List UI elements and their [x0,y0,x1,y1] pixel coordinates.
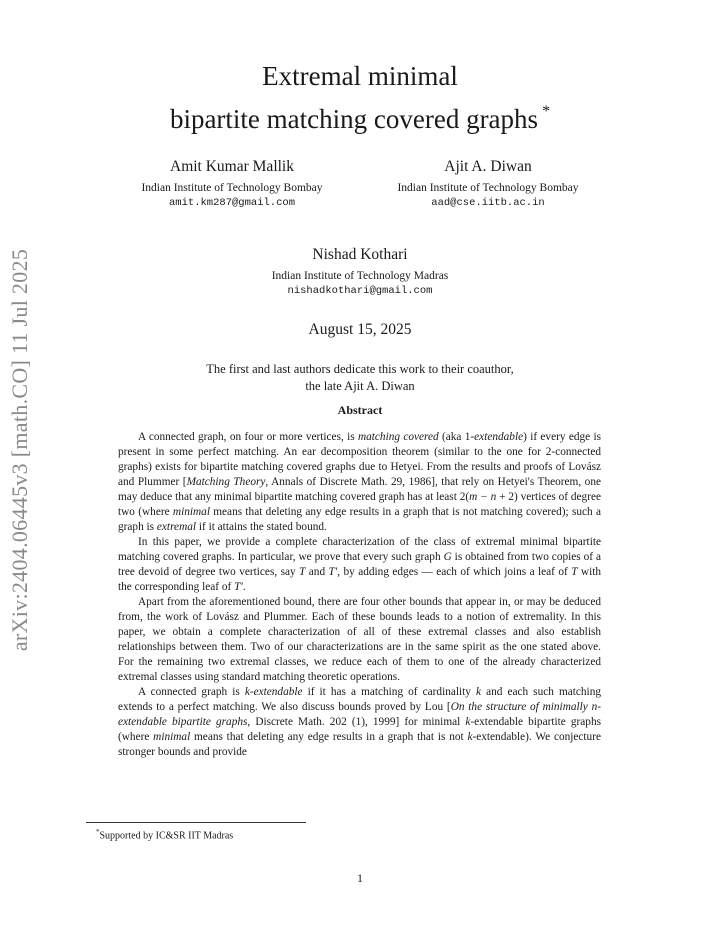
author-institution: Indian Institute of Technology Bombay [397,182,579,194]
arxiv-id: arXiv:2404.06445v3 [math.CO] 11 Jul 2025 [7,248,33,652]
abstract-paragraph-3: Apart from the aforementioned bound, there are four other bounds that appear in, or may be deduced from, the work of Lovász and Plummer. Each of these bounds leads to a notion of extremality. In this paper, we obtain a complete characterization of all of these extremal classes and also establish relationships between them. Two of our characterizations are in the same spirit as the one stated above. For the remaining two extremal classes, we reduce each of them to one of the already characterized extremal classes using standard matching theoretic operations. [118,596,601,683]
footnote-rule [86,822,306,823]
text-run: if it has a matching of cardinality [302,686,476,698]
title-line-1: Extremal minimal [262,61,458,91]
footnote-text: Supported by IC&SR IIT Madras [99,830,234,842]
text-run: if it attains the stated bound. [196,521,327,533]
math: m − n [469,491,497,503]
author-block-3 [240,245,480,299]
abstract-heading: Abstract [337,403,383,417]
text-run: means that deleting any edge results in a graph that is not matching covered); such a graph is [118,506,601,533]
text-run: (aka 1- [438,431,475,443]
title-footnote-mark: * [542,103,551,120]
author-name: Nishad Kothari [312,246,408,263]
math: T′ [234,581,243,593]
emphasis: Matching Theory [186,476,266,488]
emphasis: On the structure of minimally n-extendable bipartite graphs [118,701,601,728]
text-run: means that deleting any edge results in a graph that is not [190,731,468,743]
arxiv-identifier-stamp [2,250,38,650]
math: T [571,566,578,578]
author-institution: Indian Institute of Technology Bombay [141,182,323,194]
paper-date: August 15, 2025 [308,321,412,338]
paper-title [100,58,620,137]
dedication-line-2: the late Ajit A. Diwan [305,379,415,393]
math: G [443,551,452,563]
text-run: , by adding edges — each of which joins a leaf of [337,566,572,578]
text-run: -extendable). We conjecture stronger bounds and provide [118,731,601,758]
dedication-line-1: The first and last authors dedicate this work to their coauthor, [206,362,514,376]
author-name: Amit Kumar Mallik [170,158,294,175]
text-run: is obtained from two copies of a tree devoid of degree two vertices, say [118,551,601,578]
emphasis: matching covered [357,431,439,443]
text-run: -extendable bipartite graphs (where [118,716,601,743]
abstract-paragraph-1 [118,430,601,535]
abstract-body [118,430,601,760]
footnote-mark: * [96,828,100,836]
emphasis: extendable [474,431,524,443]
emphasis: extremal [156,521,197,533]
math: T [299,566,306,578]
text-run: , Discrete Math. 202 (1), 1999] for minimal [247,716,466,728]
author-block-2 [368,157,608,211]
abstract-paragraph-4 [118,685,601,760]
text-run: A connected graph, on four or more vertices, is [138,431,358,443]
emphasis: minimal [172,506,210,518]
math: k [476,686,482,698]
author-block-1 [112,157,352,211]
author-institution: Indian Institute of Technology Madras [271,270,449,282]
author-email: amit.km287@gmail.com [168,197,296,209]
abstract-paragraph-2 [118,535,601,595]
emphasis: k-extendable [244,686,303,698]
footnote [96,826,233,842]
dedication [120,361,600,395]
text-run: ) if every edge is present in some perfect matching. An ear decomposition theorem (similar to the one for 2-connected graphs) exists for bipartite matching covered graphs due to Hetyei. From the results and proofs of Lovász and Plummer [ [118,431,601,488]
author-email: aad@cse.iitb.ac.in [431,197,545,209]
emphasis: minimal [153,731,191,743]
author-name: Ajit A. Diwan [444,158,532,175]
text-run: and [305,566,329,578]
text-run: . [242,581,246,593]
math: T′ [328,566,338,578]
author-email: nishadkothari@gmail.com [287,285,433,297]
text-run: with the corresponding leaf of [118,566,601,593]
title-line-2-text: bipartite matching covered graphs [169,104,539,134]
text-run: + 2) vertices of degree two (where [118,491,601,518]
page-number: 1 [357,871,363,885]
text-run: and each such matching extends to a perfect matching. We also discuss bounds proved by Lou [ [118,686,601,713]
text-run: In this paper, we provide a complete characterization of the class of extremal minimal bipartite matching covered graphs. In particular, we prove that every such graph [118,536,601,563]
text-run: , Annals of Discrete Math. 29, 1986], that rely on Hetyei's Theorem, one may deduce that any minimal bipartite matching covered graph has at least 2( [118,476,601,503]
text-run: A connected graph is [138,686,245,698]
math: k [467,731,473,743]
title-line-2 [100,94,620,137]
math: k [465,716,471,728]
